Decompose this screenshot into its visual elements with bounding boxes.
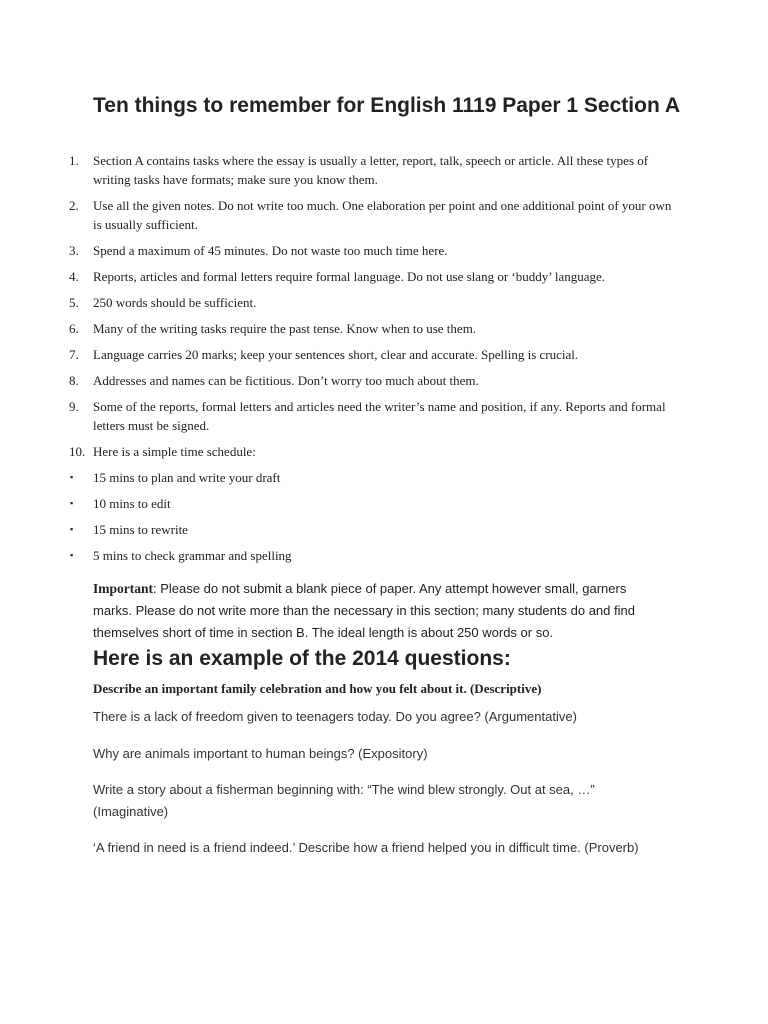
item-text: Spend a maximum of 45 minutes. Do not waste too much time here. [93, 243, 448, 258]
item-number: 9. [69, 399, 79, 414]
list-item [0, 397, 768, 435]
list-item [0, 196, 768, 234]
square-bullet-icon: ▪ [70, 498, 74, 508]
schedule-text: 10 mins to edit [93, 496, 171, 511]
item-text: Addresses and names can be fictitious. Don’t worry too much about them. [93, 373, 479, 388]
square-bullet-icon: ▪ [70, 472, 74, 482]
item-number: 10. [69, 444, 86, 459]
example-question: Write a story about a fisherman beginning with: “The wind blew strongly. Out at sea, …” (Imaginative) [93, 782, 595, 819]
schedule-item [0, 520, 768, 539]
remember-list [0, 151, 768, 572]
list-item [0, 267, 768, 286]
item-text: Section A contains tasks where the essay is usually a letter, report, talk, speech or article. All these types of writing tasks have formats; make sure you know them. [93, 153, 649, 187]
important-note [93, 578, 668, 644]
square-bullet-icon: ▪ [70, 524, 74, 534]
example-heading: Here is an example of the 2014 questions: [93, 647, 511, 670]
item-text: Here is a simple time schedule: [93, 444, 256, 459]
schedule-text: 15 mins to plan and write your draft [93, 470, 281, 485]
square-bullet-icon: ▪ [70, 550, 74, 560]
item-text: Reports, articles and formal letters require formal language. Do not use slang or ‘buddy’ language. [93, 269, 606, 284]
item-text: Some of the reports, formal letters and articles need the writer’s name and position, if any. Reports and formal letters must be signed. [93, 399, 666, 433]
item-number: 7. [69, 347, 79, 362]
item-text: Many of the writing tasks require the past tense. Know when to use them. [93, 321, 477, 336]
list-item [0, 319, 768, 338]
schedule-item [0, 468, 768, 487]
item-number: 1. [69, 153, 79, 168]
item-number: 6. [69, 321, 79, 336]
item-number: 2. [69, 198, 79, 213]
item-number: 5. [69, 295, 79, 310]
important-lead: Important [93, 581, 153, 596]
schedule-text: 15 mins to rewrite [93, 522, 188, 537]
list-item [0, 345, 768, 364]
example-question: ‘A friend in need is a friend indeed.’ Describe how a friend helped you in difficult time. (Proverb) [93, 840, 639, 855]
example-question: Why are animals important to human beings? (Expository) [93, 746, 428, 761]
schedule-item [0, 546, 768, 565]
schedule-item [0, 494, 768, 513]
item-number: 3. [69, 243, 79, 258]
important-text: : Please do not submit a blank piece of paper. Any attempt however small, garners marks. Please do not write more than the necessary in this section; many students do and find themselves short of time in section B. The ideal length is about 250 words or so. [93, 581, 635, 640]
schedule-text: 5 mins to check grammar and spelling [93, 548, 292, 563]
list-item [0, 442, 768, 461]
item-number: 4. [69, 269, 79, 284]
example-question: There is a lack of freedom given to teenagers today. Do you agree? (Argumentative) [93, 709, 577, 724]
list-item [0, 371, 768, 390]
item-number: 8. [69, 373, 79, 388]
item-text: 250 words should be sufficient. [93, 295, 257, 310]
example-question: Describe an important family celebration and how you felt about it. (Descriptive) [93, 681, 542, 696]
list-item [0, 293, 768, 312]
item-text: Use all the given notes. Do not write too much. One elaboration per point and one additional point of your own is usually sufficient. [93, 198, 672, 232]
page-title: Ten things to remember for English 1119 Paper 1 Section A [93, 94, 680, 117]
item-text: Language carries 20 marks; keep your sentences short, clear and accurate. Spelling is crucial. [93, 347, 579, 362]
list-item [0, 241, 768, 260]
list-item [0, 151, 768, 189]
